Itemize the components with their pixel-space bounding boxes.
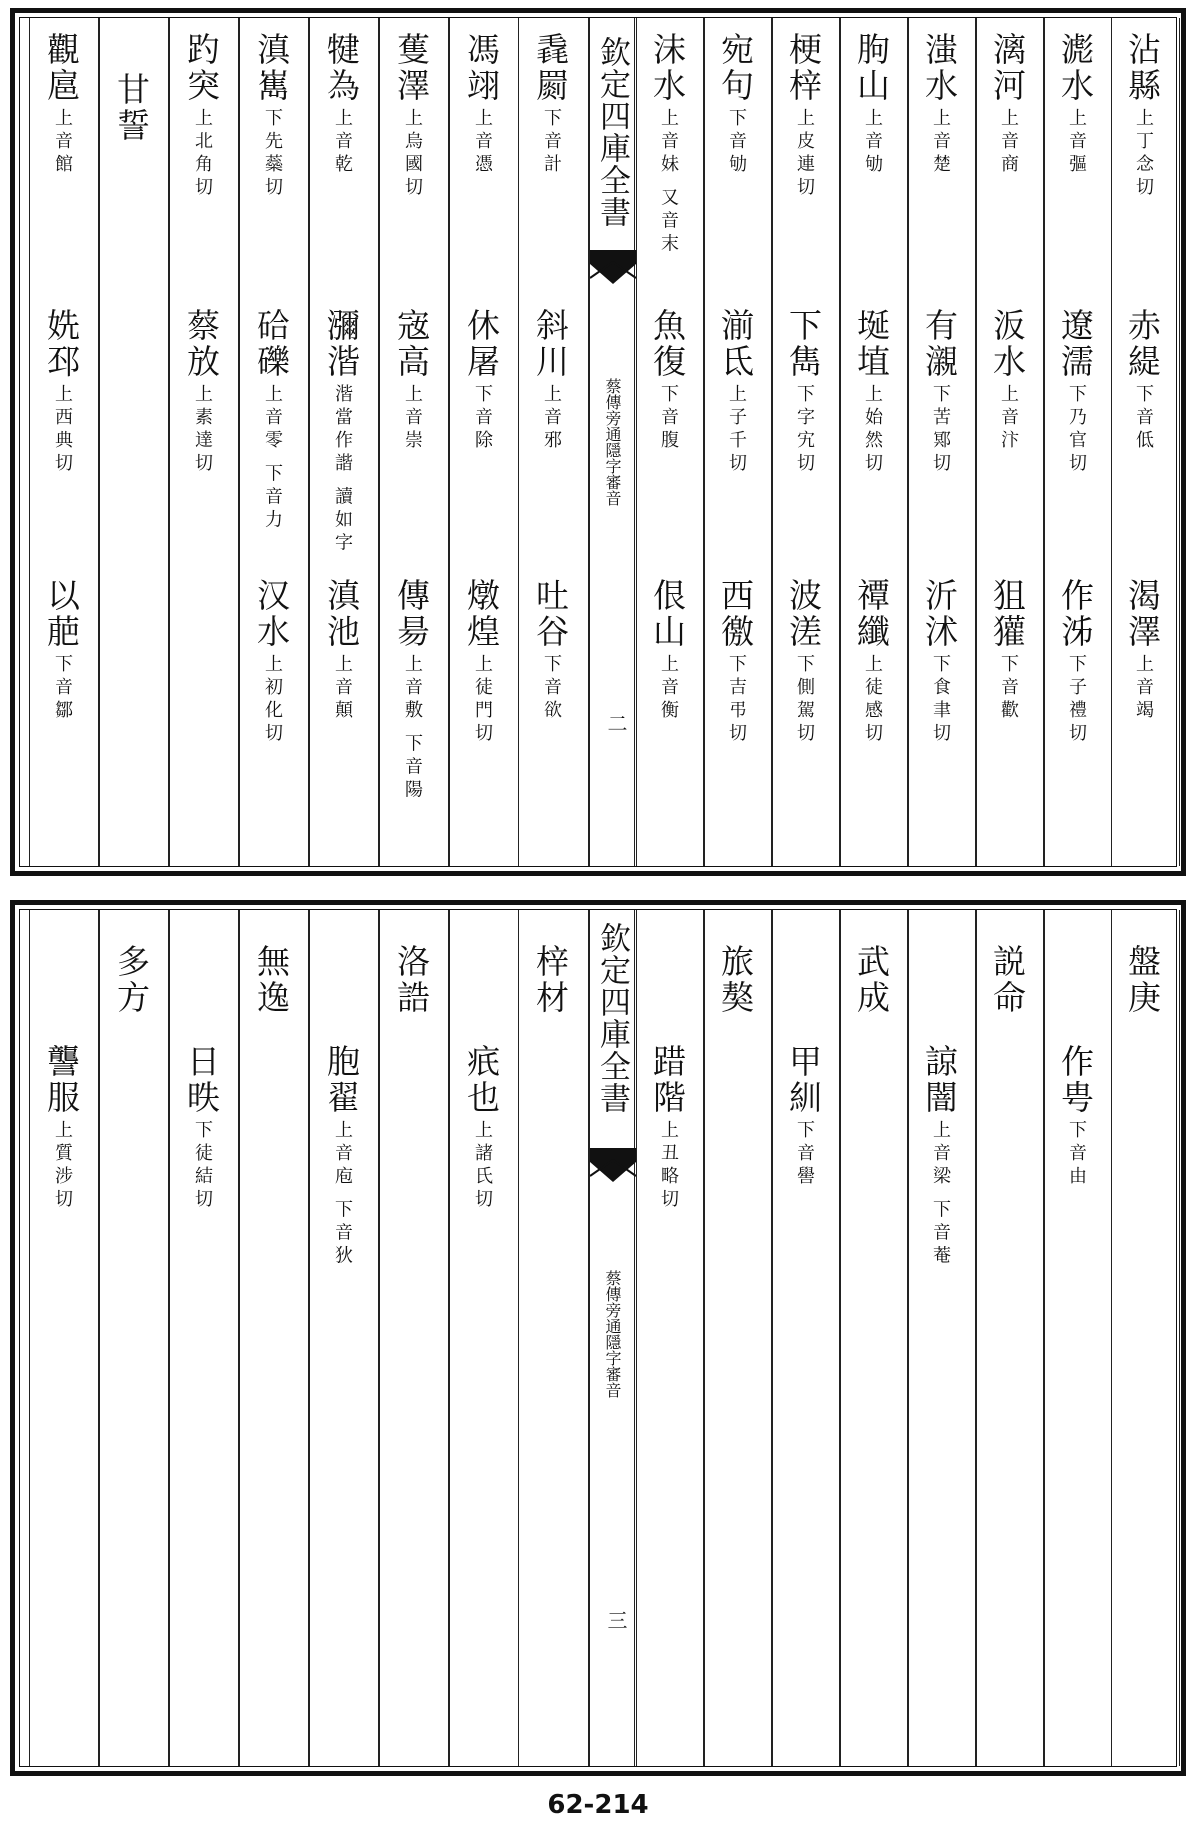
entry-term: 作甹 [1056, 1044, 1095, 1116]
entry-term: 沂沭 [920, 578, 959, 650]
top-fishtail-mark [590, 250, 636, 294]
entry-term: 讋服 [42, 1044, 81, 1116]
entry-term: 姺邳 [42, 308, 81, 380]
entry-term: 滇池 [322, 578, 361, 650]
top-left-column [449, 18, 519, 866]
pronunciation-note: 上子千切 [726, 384, 747, 476]
bottom-left-column [29, 910, 99, 1766]
pronunciation-note: 上烏國切 [402, 108, 423, 200]
entry-term: 硆礫 [252, 308, 291, 380]
pronunciation-note: 湝當作諧 讀如字 [332, 384, 353, 556]
entry-term: 傳昜 [392, 578, 431, 650]
top-right-column [1112, 18, 1180, 866]
bottom-left-column [309, 910, 379, 1766]
entry-term: 旅獒 [716, 944, 755, 1016]
entry-term: 宛句 [716, 32, 755, 104]
pronunciation-note: 上音顛 [332, 654, 353, 723]
pronunciation-note: 上音憑 [472, 108, 493, 177]
pronunciation-note: 下音由 [1066, 1120, 1087, 1189]
pronunciation-note: 上音館 [52, 108, 73, 177]
bottom-left-column [99, 910, 169, 1766]
entry-term: 犍為 [322, 32, 361, 104]
entry-term: 以萉 [42, 578, 81, 650]
pronunciation-note: 上音零 下音力 [262, 384, 283, 533]
entry-term: 洛誥 [392, 944, 431, 1016]
bottom-right-column [704, 910, 772, 1766]
entry-term: 胞翟 [322, 1044, 361, 1116]
pronunciation-note: 下子禮切 [1066, 654, 1087, 746]
pronunciation-note: 下音嚳 [794, 1120, 815, 1189]
pronunciation-note: 下音除 [472, 384, 493, 453]
pronunciation-note: 上音彄 [1066, 108, 1087, 177]
entry-term: 禫纖 [852, 578, 891, 650]
entry-term: 説命 [988, 944, 1027, 1016]
pronunciation-note: 上音妹 又音末 [658, 108, 679, 257]
entry-term: 沫水 [648, 32, 687, 104]
entry-term: 埏埴 [852, 308, 891, 380]
top-page-number: 二 [604, 713, 628, 733]
pronunciation-note: 下徒結切 [192, 1120, 213, 1212]
entry-term: 渴澤 [1123, 578, 1162, 650]
pronunciation-note: 上徒門切 [472, 654, 493, 746]
pronunciation-note: 下音腹 [658, 384, 679, 453]
bottom-right-column [772, 910, 840, 1766]
pronunciation-note: 上音梁 下音菴 [930, 1120, 951, 1269]
entry-term: 滍水 [920, 32, 959, 104]
pronunciation-note: 上音乾 [332, 108, 353, 177]
entry-term: 宼高 [392, 308, 431, 380]
bottom-right-column [976, 910, 1044, 1766]
entry-term: 滮水 [1056, 32, 1095, 104]
entry-term: 甘誓 [112, 72, 151, 144]
pronunciation-note: 上諸氏切 [472, 1120, 493, 1212]
entry-term: 疧也 [462, 1044, 501, 1116]
entry-term: 波溠 [784, 578, 823, 650]
pronunciation-note: 上西典切 [52, 384, 73, 476]
entry-term: 梓材 [531, 944, 570, 1016]
pronunciation-note: 下音低 [1133, 384, 1154, 453]
bottom-left-column [239, 910, 309, 1766]
entry-term: 無逸 [252, 944, 291, 1016]
bottom-right-column [840, 910, 908, 1766]
pronunciation-note: 下音鄒 [52, 654, 73, 723]
entry-term: 赤緹 [1123, 308, 1162, 380]
entry-term: 魚復 [648, 308, 687, 380]
bottom-left-column [379, 910, 449, 1766]
pronunciation-note: 下音計 [541, 108, 562, 177]
entry-term: 梗梓 [784, 32, 823, 104]
bottom-page-frame [19, 909, 1177, 1767]
entry-term: 汳水 [988, 308, 1027, 380]
entry-term: 日昳 [182, 1044, 221, 1116]
bottom-right-column [908, 910, 976, 1766]
top-right-column [840, 18, 908, 866]
entry-term: 斜川 [531, 308, 570, 380]
entry-term: 多方 [112, 944, 151, 1016]
entry-term: 狙獾 [988, 578, 1027, 650]
top-right-column [772, 18, 840, 866]
entry-term: 下雋 [784, 308, 823, 380]
pronunciation-note: 上丁念切 [1133, 108, 1154, 200]
entry-term: 佷山 [648, 578, 687, 650]
pronunciation-note: 上音衡 [658, 654, 679, 723]
entry-term: 燉煌 [462, 578, 501, 650]
top-left-column [99, 18, 169, 866]
top-left-column [379, 18, 449, 866]
pronunciation-note: 下側駕切 [794, 654, 815, 746]
entry-term: 蔡放 [182, 308, 221, 380]
top-left-column [169, 18, 239, 866]
entry-term: 滇嶲 [252, 32, 291, 104]
top-center-subtitle: 蔡傳旁通隱字審音 [603, 378, 622, 506]
bottom-center-fold [589, 910, 635, 1766]
pronunciation-note: 下苦鄍切 [930, 384, 951, 476]
entry-term: 汉水 [252, 578, 291, 650]
pronunciation-note: 上音汴 [998, 384, 1019, 453]
top-right-column [636, 18, 704, 866]
entry-term: 觀扈 [42, 32, 81, 104]
pronunciation-note: 上音庖 下音狄 [332, 1120, 353, 1269]
bottom-right-column [1112, 910, 1180, 1766]
top-page [10, 8, 1186, 876]
entry-term: 吐谷 [531, 578, 570, 650]
top-right-column [908, 18, 976, 866]
pronunciation-note: 上素達切 [192, 384, 213, 476]
top-center-fold [589, 18, 635, 866]
pronunciation-note: 上音邪 [541, 384, 562, 453]
pronunciation-note: 上北角切 [192, 108, 213, 200]
pronunciation-note: 下音歡 [998, 654, 1019, 723]
pronunciation-note: 上徒感切 [862, 654, 883, 746]
top-right-column [704, 18, 772, 866]
pronunciation-note: 上皮連切 [794, 108, 815, 200]
pronunciation-note: 上丑略切 [658, 1120, 679, 1212]
bottom-page [10, 900, 1186, 1776]
pronunciation-note: 下音欲 [541, 654, 562, 723]
top-right-column [976, 18, 1044, 866]
entry-term: 漓河 [988, 32, 1027, 104]
top-right-column [1044, 18, 1112, 866]
bottom-left-column [519, 910, 589, 1766]
top-left-column [239, 18, 309, 866]
pronunciation-note: 下乃官切 [1066, 384, 1087, 476]
entry-term: 遼濡 [1056, 308, 1095, 380]
top-left-column [309, 18, 379, 866]
bottom-left-column [449, 910, 519, 1766]
entry-term: 蒦澤 [392, 32, 431, 104]
pronunciation-note: 下吉弔切 [726, 654, 747, 746]
entry-term: 毳罽 [531, 32, 570, 104]
bottom-center-subtitle: 蔡傳旁通隱字審音 [603, 1270, 622, 1398]
bottom-right-column [1044, 910, 1112, 1766]
entry-term: 沾縣 [1123, 32, 1162, 104]
pronunciation-note: 上初化切 [262, 654, 283, 746]
entry-term: 西徼 [716, 578, 755, 650]
pronunciation-note: 下食聿切 [930, 654, 951, 746]
bottom-page-number: 三 [604, 1610, 628, 1630]
entry-term: 馮翊 [462, 32, 501, 104]
pronunciation-note: 下字宄切 [794, 384, 815, 476]
entry-term: 作泲 [1056, 578, 1095, 650]
entry-term: 趵突 [182, 32, 221, 104]
pronunciation-note: 上音楚 [930, 108, 951, 177]
footer-page-label: 62-214 [547, 1790, 649, 1820]
pronunciation-note: 上質涉切 [52, 1120, 73, 1212]
bottom-left-column [169, 910, 239, 1766]
top-left-column [519, 18, 589, 866]
entry-term: 休屠 [462, 308, 501, 380]
pronunciation-note: 上音商 [998, 108, 1019, 177]
pronunciation-note: 下音劬 [726, 108, 747, 177]
entry-term: 有瀙 [920, 308, 959, 380]
entry-term: 盤庚 [1123, 944, 1162, 1016]
pronunciation-note: 上始然切 [862, 384, 883, 476]
entry-term: 朐山 [852, 32, 891, 104]
pronunciation-note: 上音竭 [1133, 654, 1154, 723]
top-page-frame [19, 17, 1177, 867]
entry-term: 踖階 [648, 1044, 687, 1116]
bottom-center-title: 欽定四庫全書 [594, 922, 630, 1114]
pronunciation-note: 上音崇 [402, 384, 423, 453]
top-left-column [29, 18, 99, 866]
pronunciation-note: 下先蘂切 [262, 108, 283, 200]
entry-term: 武成 [852, 944, 891, 1016]
entry-term: 甲紃 [784, 1044, 823, 1116]
entry-term: 瀰湝 [322, 308, 361, 380]
entry-term: 湔氐 [716, 308, 755, 380]
pronunciation-note: 上音劬 [862, 108, 883, 177]
top-center-title: 欽定四庫全書 [594, 36, 630, 228]
bottom-right-column [636, 910, 704, 1766]
pronunciation-note: 上音敷 下音陽 [402, 654, 423, 803]
entry-term: 諒闇 [920, 1044, 959, 1116]
bottom-fishtail-mark [590, 1148, 636, 1192]
